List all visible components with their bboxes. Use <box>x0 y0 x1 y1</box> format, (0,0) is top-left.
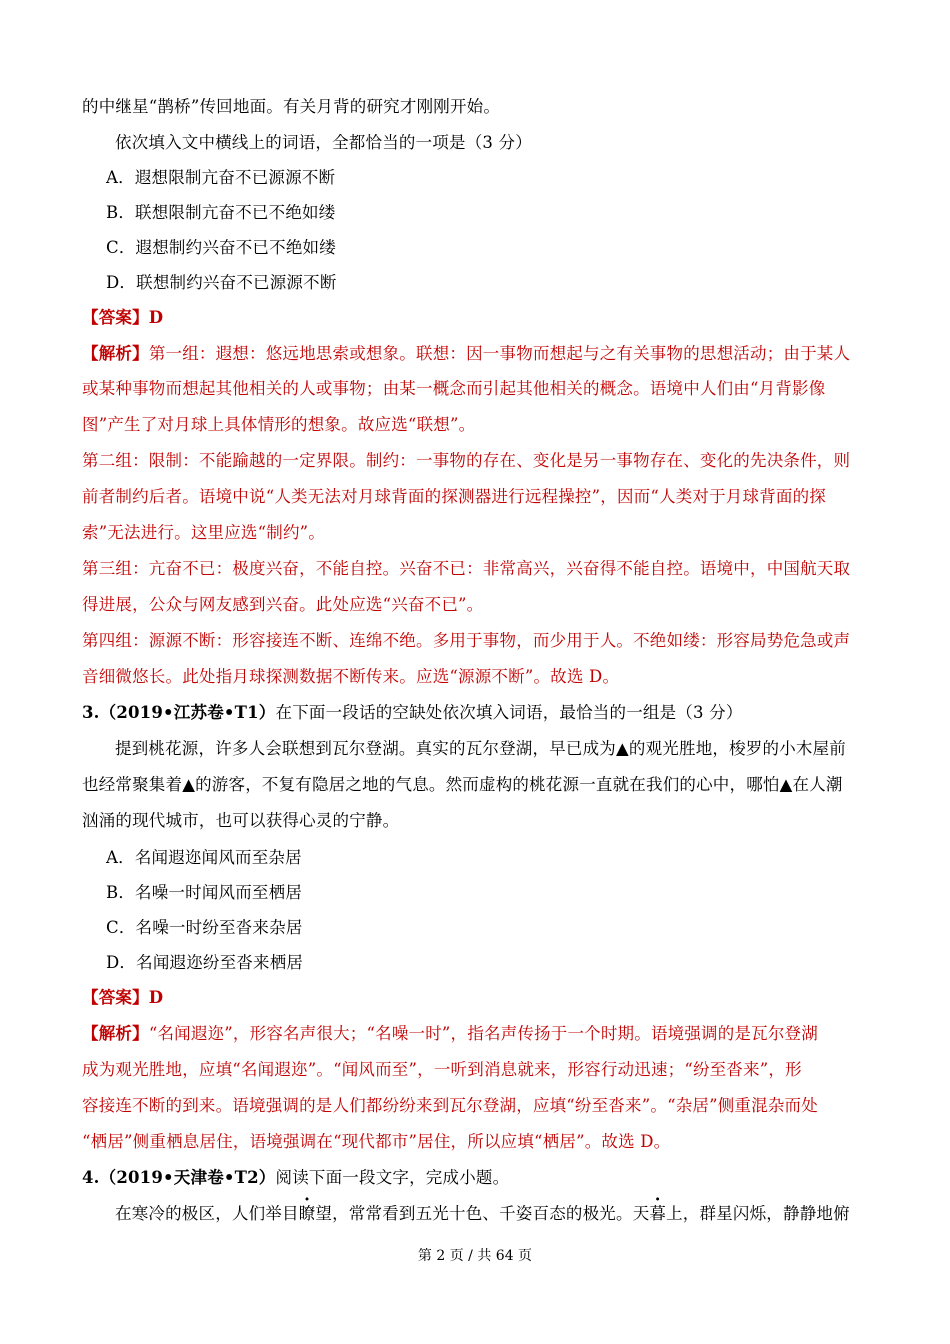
answer-line <box>82 308 163 328</box>
answer-text: 【答案】D <box>82 308 164 327</box>
option-b: B．名噪一时闻风而至栖居 <box>106 883 303 902</box>
analysis-text: “名闻遐迩”，形容名声很大；“名噪一时”，指名声传扬于一个时期。语境强调的是瓦尔登湖 <box>148 1024 818 1043</box>
question-4-source: 4.（2019•天津卷•T2） <box>82 1168 276 1187</box>
analysis-line: 或某种事物而想起其他相关的人或事物；由某一概念而引起其他相关的概念。语境中人们由“月背影像 <box>82 379 826 398</box>
passage-text: 在寒冷的极区，人们举目 <box>115 1204 299 1223</box>
analysis-line: 第四组：源源不断：形容接连不断、连绵不绝。多用于事物，而少用于人。不绝如缕：形容局势危急或声 <box>82 631 851 650</box>
analysis-label: 【解析】 <box>82 344 149 363</box>
emphasized-char: 瞭 <box>298 1204 316 1223</box>
option-c: C．名噪一时纷至沓来杂居 <box>106 918 303 937</box>
passage-line: 提到桃花源，许多人会联想到瓦尔登湖。真实的瓦尔登湖，早已成为▲的观光胜地，梭罗的小木屋前 <box>115 739 846 758</box>
analysis-line: “栖居”侧重栖息居住，语境强调在“现代都市”居住，所以应填“栖居”。故选 D。 <box>82 1132 671 1151</box>
passage-text: 望，常常看到五光十色、千姿百态的极光。天 <box>315 1204 650 1223</box>
analysis-line <box>82 1024 818 1044</box>
question-3-prompt: 在下面一段话的空缺处依次填入词语，最恰当的一组是（3 分） <box>275 703 743 722</box>
analysis-line: 前者制约后者。语境中说“人类无法对月球背面的探测器进行远程操控”，因而“人类对于月球背面的探 <box>82 487 827 506</box>
option-a: A．名闻遐迩闻风而至杂居 <box>106 848 302 867</box>
analysis-line: 索”无法进行。这里应选“制约”。 <box>82 523 326 542</box>
analysis-line <box>82 344 850 364</box>
passage-line: 也经常聚集着▲的游客，不复有隐居之地的气息。然而虚构的桃花源一直就在我们的心中，哪怕▲在人潮 <box>82 775 843 794</box>
passage-text: 上，群星闪烁，静静地俯 <box>666 1204 850 1223</box>
question-prompt: 依次填入文中横线上的词语，全都恰当的一项是（3 分） <box>115 133 532 152</box>
answer-text: 【答案】D <box>82 988 164 1007</box>
passage-line: 汹涌的现代城市，也可以获得心灵的宁静。 <box>82 811 400 830</box>
analysis-line: 成为观光胜地，应填“名闻遐迩”。“闻风而至”，一听到消息就来，形容行动迅速；“纷至沓来”，形 <box>82 1060 802 1079</box>
option-b: B．联想限制亢奋不已不绝如缕 <box>106 203 336 222</box>
question-3-header <box>82 703 743 723</box>
analysis-line: 第二组：限制：不能踰越的一定界限。制约：一事物的存在、变化是另一事物存在、变化的先决条件，则 <box>82 451 851 470</box>
analysis-line: 音细微悠长。此处指月球探测数据不断传来。应选“源源不断”。故选 D。 <box>82 667 620 686</box>
page-footer: 第 2 页 / 共 64 页 <box>417 1248 533 1264</box>
question-4-header <box>82 1168 509 1188</box>
option-d: D．联想制约兴奋不已源源不断 <box>106 273 337 292</box>
option-c: C．遐想制约兴奋不已不绝如缕 <box>106 238 336 257</box>
answer-line <box>82 988 163 1008</box>
option-d: D．名闻遐迩纷至沓来栖居 <box>106 953 304 972</box>
question-3-source: 3.（2019•江苏卷•T1） <box>82 703 276 722</box>
analysis-line: 图”产生了对月球上具体情形的想象。故应选“联想”。 <box>82 415 476 434</box>
option-a: A．遐想限制亢奋不已源源不断 <box>106 168 336 187</box>
analysis-line: 容接连不断的到来。语境强调的是人们都纷纷来到瓦尔登湖，应填“纷至沓来”。“杂居”侧重混杂而处 <box>82 1096 818 1115</box>
text-line: 的中继星“鹊桥”传回地面。有关月背的研究才刚刚开始。 <box>82 97 501 116</box>
emphasized-char: 暮 <box>649 1204 667 1223</box>
analysis-text: 第一组：遐想：悠远地思索或想象。联想：因一事物而想起与之有关事物的思想活动；由于某人 <box>148 344 851 363</box>
question-4-prompt: 阅读下面一段文字，完成小题。 <box>275 1168 510 1187</box>
analysis-line: 第三组：亢奋不已：极度兴奋，不能自控。兴奋不已：非常高兴，兴奋得不能自控。语境中，中国航天取 <box>82 559 851 578</box>
analysis-line: 得进展，公众与网友感到兴奋。此处应选“兴奋不已”。 <box>82 595 484 614</box>
passage-line <box>115 1204 850 1224</box>
analysis-label: 【解析】 <box>82 1024 149 1043</box>
